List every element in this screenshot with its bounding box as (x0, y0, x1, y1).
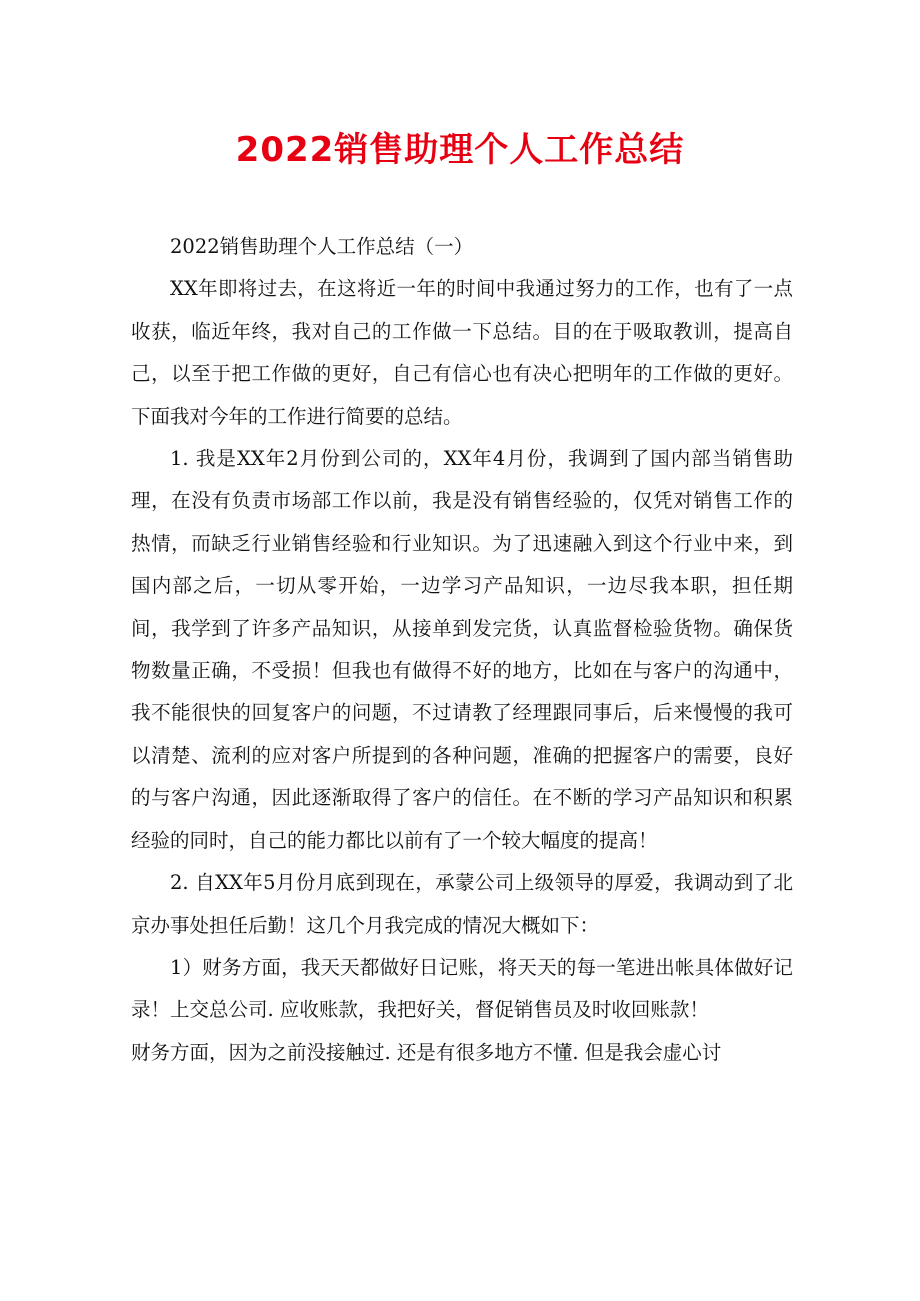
intro-paragraph: XX年即将过去，在这将近一年的时间中我通过努力的工作，也有了一点收获，临近年终，我对自己的工作做一下总结。目的在于吸取教训，提高自己，以至于把工作做的更好，自己有信心也有决心把明年的工作做的更好。下面我对今年的工作进行简要的总结。 (131, 277, 793, 428)
document-title: 2022销售助理个人工作总结 (235, 130, 685, 170)
item-1-paragraph: 1. 我是XX年2月份到公司的，XX年4月份，我调到了国内部当销售助理，在没有负责市场部工作以前，我是没有销售经验的，仅凭对销售工作的热情，而缺乏行业销售经验和行业知识。为了迅速融入到这个行业中来，到国内部之后，一切从零开始，一边学习产品知识，一边尽我本职，担任期间，我学到了许多产品知识，从接单到发完货，认真监督检验货物。确保货物数量正确，不受损！但我也有做得不好的地方，比如在与客户的沟通中，我不能很快的回复客户的问题，不过请教了经理跟同事后，后来慢慢的我可以清楚、流利的应对客户所提到的各种问题，准确的把握客户的需要，良好的与客户沟通，因此逐渐取得了客户的信任。在不断的学习产品知识和积累经验的同时，自己的能力都比以前有了一个较大幅度的提高！ (131, 447, 793, 852)
finance-continued-paragraph: 财务方面，因为之前没接触过. 还是有很多地方不懂. 但是我会虚心讨 (131, 1040, 722, 1064)
finance-paragraph: 1）财务方面，我天天都做好日记账，将天天的每一笔进出帐具体做好记录！上交总公司. 应收账款，我把好关，督促销售员及时收回账款！ (131, 955, 793, 1022)
item-2-paragraph: 2. 自XX年5月份月底到现在，承蒙公司上级领导的厚爱，我调动到了北京办事处担任后勤！这几个月我完成的情况大概如下： (131, 871, 793, 937)
section-heading: 2022销售助理个人工作总结（一） (170, 235, 474, 258)
document-body (131, 226, 793, 1074)
